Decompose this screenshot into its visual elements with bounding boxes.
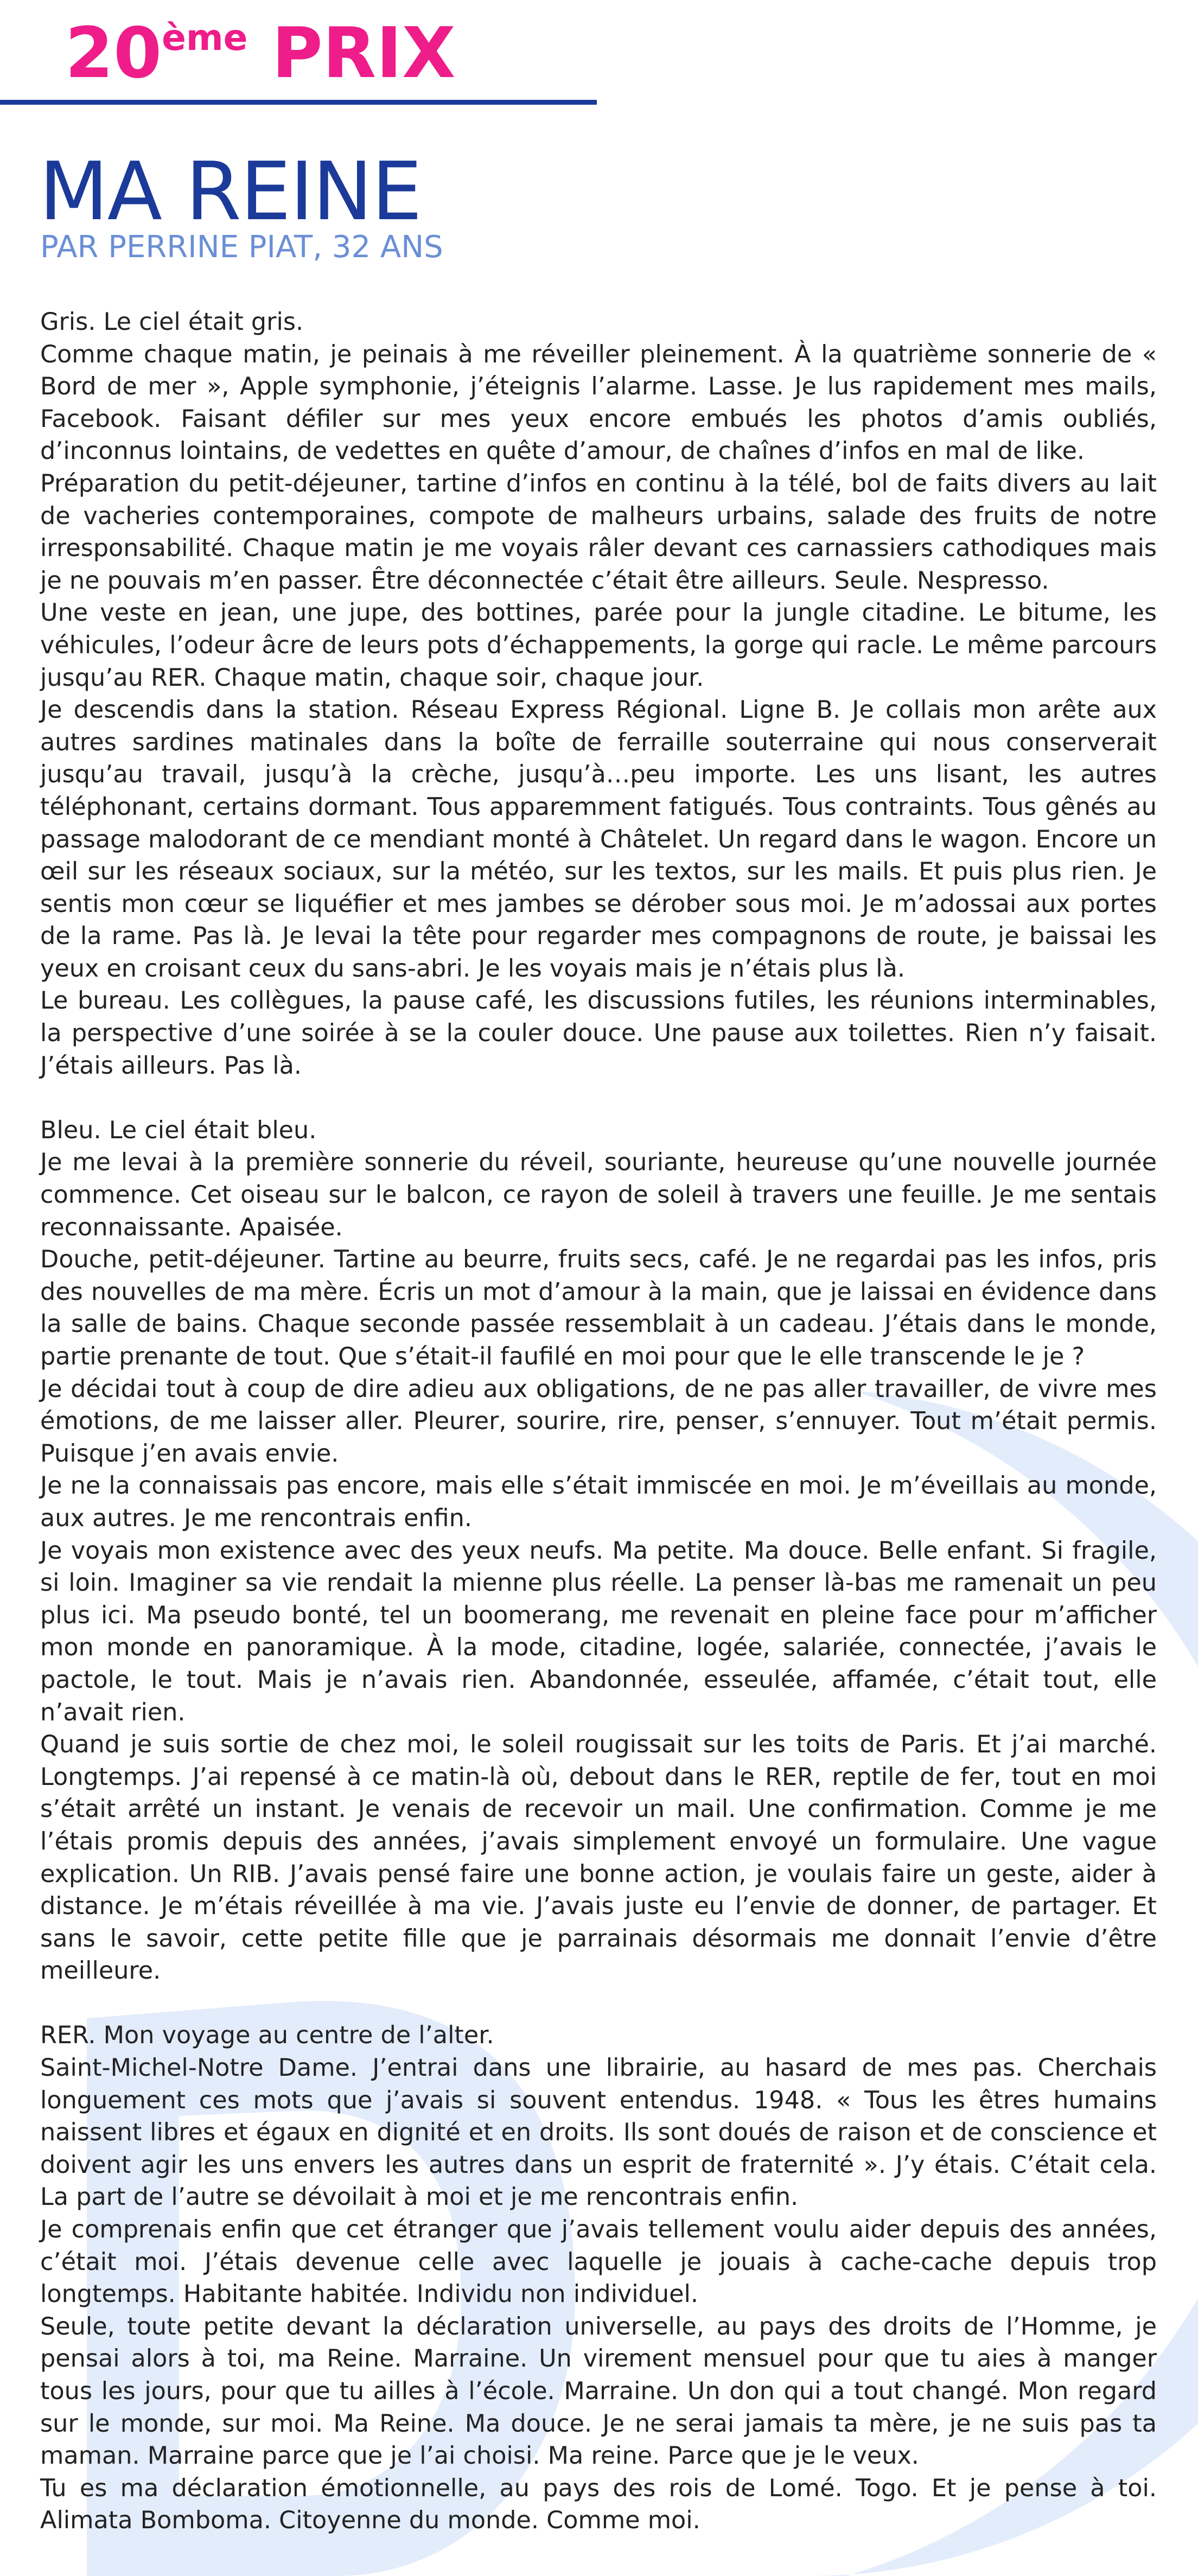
author-byline: PAR PERRINE PIAT, 32 ANS bbox=[40, 229, 443, 265]
paragraph: Comme chaque matin, je peinais à me réveiller pleinement. À la quatrième sonnerie de « Bord de mer », Apple symphonie, j’éteignis l’alarme. Lasse. Je lus rapidement mes mails, Facebook. Faisant défiler sur mes yeux encore embués les photos d’amis oubliés, d’inconnus lointains, de vedettes en quête d’amour, de chaînes d’infos en mal de like. bbox=[40, 340, 1157, 466]
prize-heading bbox=[65, 12, 456, 95]
paragraph: Douche, petit-déjeuner. Tartine au beurre, fruits secs, café. Je ne regardai pas les infos, pris des nouvelles de ma mère. Écris un mot d’amour à la main, que je laissai en évidence dans la salle de bains. Chaque seconde passée ressemblait à un cadeau. J’étais dans le monde, partie prenante de tout. Que s’était-il faufilé en moi pour que le elle transcende le je ? bbox=[40, 1246, 1157, 1370]
paragraph: Je ne la connaissais pas encore, mais elle s’était immiscée en moi. Je m’éveillais au monde, aux autres. Je me rencontrais enfin. bbox=[40, 1472, 1157, 1532]
paragraph: Gris. Le ciel était gris. bbox=[40, 308, 304, 336]
paragraph: Je me levai à la première sonnerie du réveil, souriante, heureuse qu’une nouvelle journée commence. Cet oiseau sur le balcon, ce rayon de soleil à travers une feuille. Je me sentais reconnaissante. Apaisée. bbox=[40, 1149, 1157, 1241]
paragraph: Je comprenais enfin que cet étranger que j’avais tellement voulu aider depuis des années, c’était moi. J’étais devenue celle avec laquelle je jouais à cache-cache depuis trop longtemps. Habitante habitée. Individu non individuel. bbox=[40, 2216, 1157, 2309]
story-body bbox=[40, 306, 1157, 2537]
paragraph: Préparation du petit-déjeuner, tartine d’infos en continu à la télé, bol de faits divers au lait de vacheries contemporaines, compote de malheurs urbains, salade des fruits de notre irresponsabilité. Chaque matin je me voyais râler devant ces carnassiers cathodiques mais je ne pouvais m’en passer. Être déconnectée c’était être ailleurs. Seule. Nespresso. bbox=[40, 469, 1157, 595]
paragraph: Je décidai tout à coup de dire adieu aux obligations, de ne pas aller travailler, de vivre mes émotions, de me laisser aller. Pleurer, sourire, rire, penser, s’ennuyer. Tout m’était permis. Puisque j’en avais envie. bbox=[40, 1375, 1157, 1468]
paragraph: Seule, toute petite devant la déclaration universelle, au pays des droits de l’Homme, je pensai alors à toi, ma Reine. Marraine. Un virement mensuel pour que tu aies à manger tous les jours, pour que tu ailles à l’école. Marraine. Un don qui a tout changé. Mon regard sur le monde, sur moi. Ma Reine. Ma douce. Je ne serai jamais ta mère, je ne suis pas ta maman. Marraine parce que je l’ai choisi. Ma reine. Parce que je le veux. bbox=[40, 2312, 1157, 2470]
prize-suffix: ème bbox=[162, 17, 248, 59]
paragraph: Je descendis dans la station. Réseau Express Régional. Ligne B. Je collais mon arête aux autres sardines matinales dans la boîte de ferraille souterraine qui nous conserverait jusqu’au travail, jusqu’à la crèche, jusqu’à…peu importe. Les uns lisant, les autres téléphonant, certains dormant. Tous apparemment fatigués. Tous contraints. Tous gênés au passage malodorant de ce mendiant monté à Châtelet. Un regard dans le wagon. Encore un œil sur les réseaux sociaux, sur la météo, sur les textos, sur les mails. Et puis plus rien. Je sentis mon cœur se liquéfier et mes jambes se dérober sous moi. Je m’adossai aux portes de la rame. Pas là. Je levai la tête pour regarder mes compagnons de route, je baissai les yeux en croisant ceux du sans-abri. Je les voyais mais je n’étais plus là. bbox=[40, 696, 1157, 983]
paragraph: Quand je suis sortie de chez moi, le soleil rougissait sur les toits de Paris. Et j’ai marché. Longtemps. J’ai repensé à ce matin-là où, debout dans le RER, reptile de fer, tout en moi s’était arrêté un instant. Je venais de recevoir un mail. Une confirmation. Comme je me l’étais promis depuis des années, j’avais simplement envoyé un formulaire. Une vague explication. Un RIB. J’avais pensé faire une bonne action, je voulais faire un geste, aider à distance. Je m’étais réveillée à ma vie. J’avais juste eu l’envie de donner, de partager. Et sans le savoir, cette petite fille que je parrainais désormais me donnait l’envie d’être meilleure. bbox=[40, 1731, 1157, 1985]
story-title: MA REINE bbox=[39, 145, 422, 238]
paragraph: Une veste en jean, une jupe, des bottines, parée pour la jungle citadine. Le bitume, les véhicules, l’odeur âcre de leurs pots d’échappements, la gorge qui racle. Le même parcours jusqu’au RER. Chaque matin, chaque soir, chaque jour. bbox=[40, 599, 1157, 692]
paragraph: Je voyais mon existence avec des yeux neufs. Ma petite. Ma douce. Belle enfant. Si fragile, si loin. Imaginer sa vie rendait la mienne plus réelle. La penser là-bas me ramenait un peu plus ici. Ma pseudo bonté, tel un boomerang, me revenait en pleine face pour m’afficher mon monde en panoramique. À la mode, citadine, logée, salariée, connectée, j’avais le pactole, le tout. Mais je n’avais rien. Abandonnée, esseulée, affamée, c’était tout, elle n’avait rien. bbox=[40, 1536, 1157, 1726]
paragraph: Bleu. Le ciel était bleu. bbox=[40, 1116, 317, 1144]
paragraph: Saint-Michel-Notre Dame. J’entrai dans une librairie, au hasard de mes pas. Cherchais longuement ces mots que j’avais si souvent entendus. 1948. « Tous les êtres humains naissent libres et égaux en dignité et en droits. Ils sont doués de raison et de conscience et doivent agir les uns envers les autres dans un esprit de fraternité ». J’y étais. C’était cela. La part de l’autre se dévoilait à moi et je me rencontrais enfin. bbox=[40, 2054, 1157, 2211]
header-divider bbox=[0, 100, 597, 105]
prize-word: PRIX bbox=[271, 13, 456, 94]
prize-number: 20 bbox=[65, 13, 162, 94]
paragraph: Tu es ma déclaration émotionnelle, au pays des rois de Lomé. Togo. Et je pense à toi. Alimata Bomboma. Citoyenne du monde. Comme moi. bbox=[40, 2474, 1157, 2535]
paragraph: Le bureau. Les collègues, la pause café, les discussions futiles, les réunions interminables, la perspective d’une soirée à se la couler douce. Une pause aux toilettes. Rien n’y faisait. J’étais ailleurs. Pas là. bbox=[40, 987, 1157, 1080]
paragraph: RER. Mon voyage au centre de l’alter. bbox=[40, 2022, 494, 2050]
